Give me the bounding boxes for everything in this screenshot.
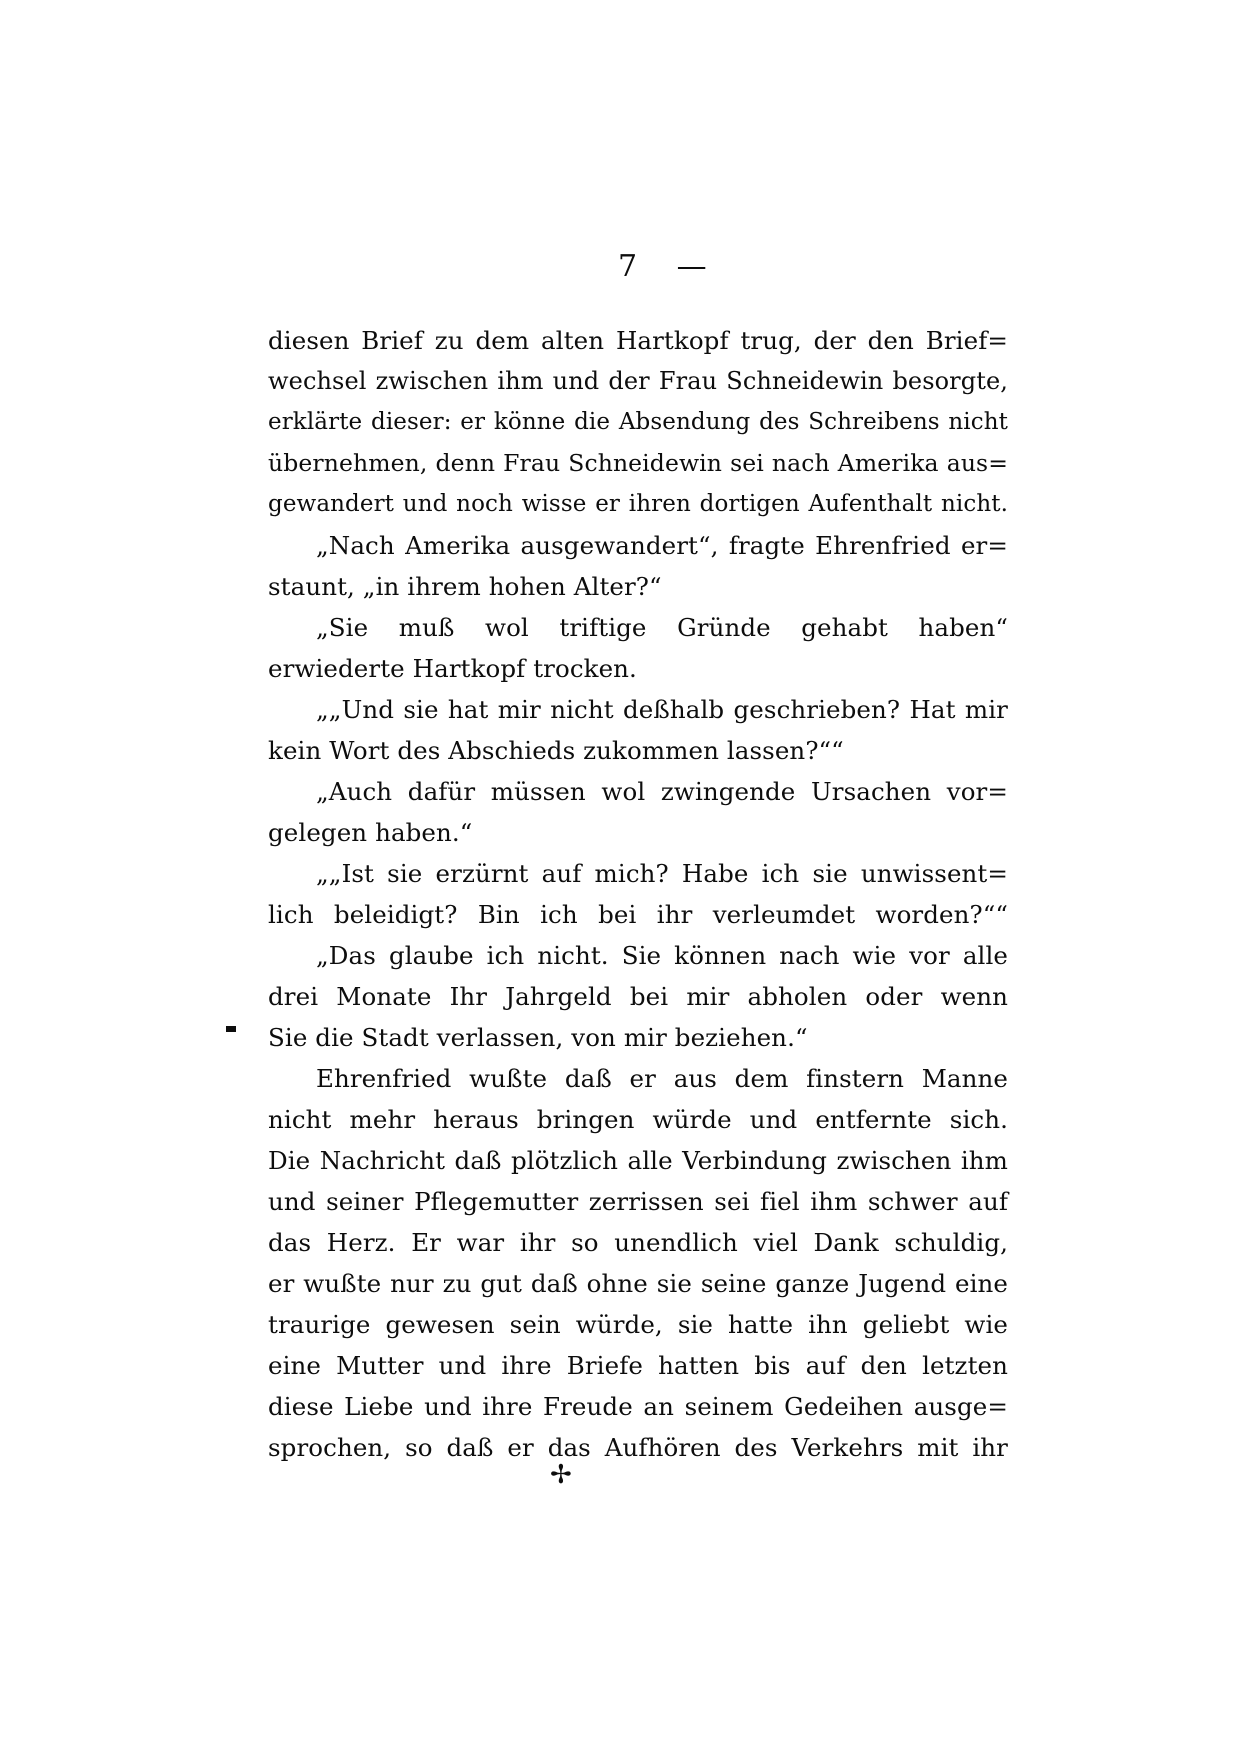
text-line: lich beleidigt? Bin ich bei ihr verleumdet worden?““ — [268, 900, 1008, 929]
text-line: Die Nachricht daß plötzlich alle Verbindung zwischen ihm — [268, 1146, 1008, 1175]
text-line: Sie die Stadt verlassen, von mir beziehen.“ — [268, 1023, 808, 1052]
text-line: „Auch dafür müssen wol zwingende Ursachen vor= — [316, 777, 1008, 806]
text-line: gelegen haben.“ — [268, 818, 473, 847]
text-line: erklärte dieser: er könne die Absendung des Schreibens nicht — [268, 409, 1008, 435]
text-line: und seiner Pflegemutter zerrissen sei fiel ihm schwer auf — [268, 1187, 1008, 1216]
text-line: „Nach Amerika ausgewandert“, fragte Ehrenfried er= — [316, 531, 1008, 560]
text-line: „„Und sie hat mir nicht deßhalb geschrieben? Hat mir — [316, 695, 1008, 724]
text-line: er wußte nur zu gut daß ohne sie seine ganze Jugend eine — [268, 1269, 1008, 1298]
text-line: erwiederte Hartkopf trocken. — [268, 654, 637, 683]
text-line: diesen Brief zu dem alten Hartkopf trug, der den Brief= — [268, 326, 1008, 355]
text-line: „„Ist sie erzürnt auf mich? Habe ich sie unwissent= — [316, 859, 1008, 888]
text-line: „Sie muß wol triftige Gründe gehabt haben“ — [316, 613, 1008, 642]
text-line: das Herz. Er war ihr so unendlich viel Dank schuldig, — [268, 1228, 1008, 1257]
footer-mark: ✢ — [550, 1460, 572, 1490]
text-line: übernehmen, denn Frau Schneidewin sei nach Amerika aus= — [268, 449, 1008, 477]
text-line: staunt, „in ihrem hohen Alter?“ — [268, 572, 662, 601]
text-line: drei Monate Ihr Jahrgeld bei mir abholen oder wenn — [268, 982, 1008, 1011]
text-line: sprochen, so daß er das Aufhören des Verkehrs mit ihr — [268, 1433, 1008, 1462]
text-line: diese Liebe und ihre Freude an seinem Gedeihen ausge= — [268, 1392, 1008, 1421]
text-line: eine Mutter und ihre Briefe hatten bis auf den letzten — [268, 1351, 1008, 1380]
text-line: „Das glaube ich nicht. Sie können nach wie vor alle — [316, 941, 1008, 970]
body-text — [268, 320, 1008, 1468]
page-header — [618, 249, 707, 284]
header-dash: — — [676, 249, 707, 284]
text-line: traurige gewesen sein würde, sie hatte ihn geliebt wie — [268, 1310, 1008, 1339]
text-line: Ehrenfried wußte daß er aus dem finstern Manne — [316, 1064, 1008, 1093]
text-line: kein Wort des Abschieds zukommen lassen?““ — [268, 736, 844, 765]
text-line: nicht mehr heraus bringen würde und entfernte sich. — [268, 1105, 1008, 1134]
text-line: wechsel zwischen ihm und der Frau Schneidewin besorgte, — [268, 367, 1008, 395]
text-line: gewandert und noch wisse er ihren dortigen Aufenthalt nicht. — [268, 491, 1008, 517]
margin-mark — [226, 1026, 236, 1032]
page-number: 7 — [618, 249, 638, 284]
